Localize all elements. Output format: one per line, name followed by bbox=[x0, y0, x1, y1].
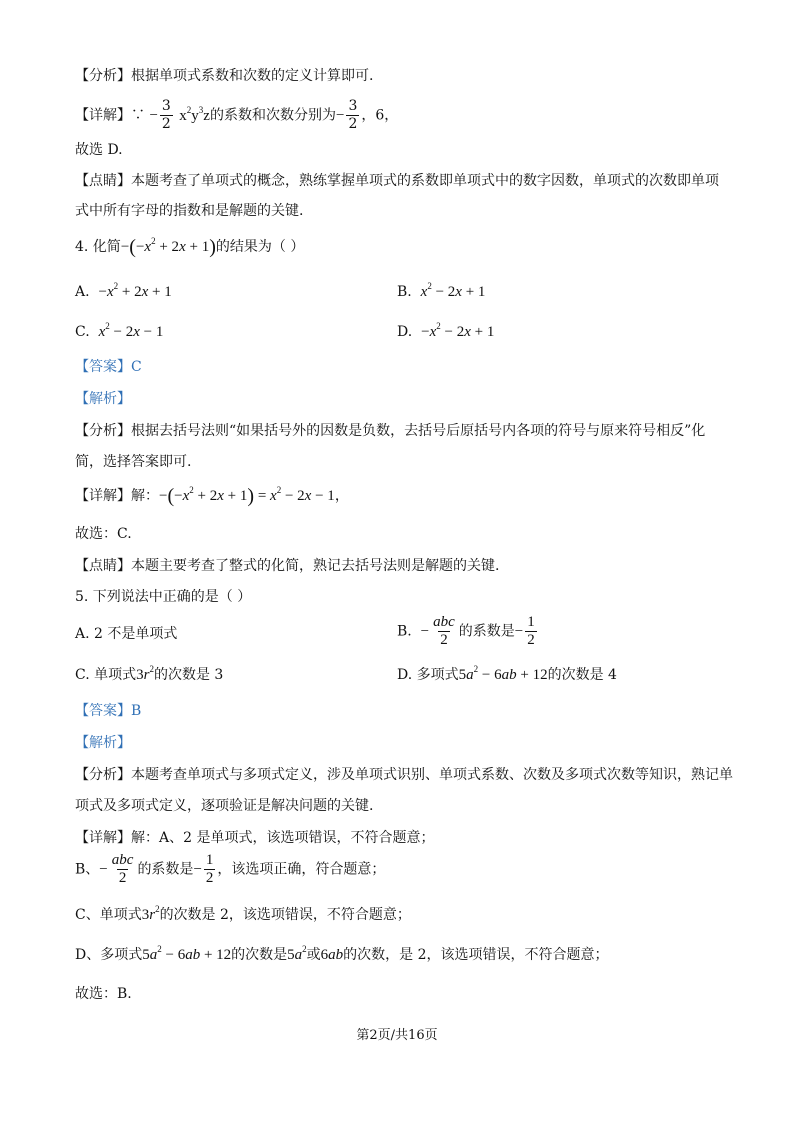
q4-detail: 【详解】解：$-(-x^2 + 2x + 1) = x^2 - 2x - 1$， bbox=[75, 485, 349, 507]
q3-choose: 故选 D. bbox=[75, 142, 123, 158]
q5-choose: 故选：B. bbox=[75, 986, 132, 1002]
page-number: 第2页/共16页 bbox=[356, 1028, 438, 1043]
q3-analysis: 【分析】根据单项式系数和次数的定义计算即可. bbox=[75, 68, 374, 84]
q5-option-c: C. 单项式$3r^2$的次数是 3 bbox=[75, 664, 224, 683]
q4-analysis-line1: 【分析】根据去括号法则“如果括号外的因数是负数，去括号后原括号内各项的符号与原来符号相反”化 bbox=[75, 423, 706, 439]
q3-remark-line1: 【点睛】本题考查了单项式的概念，熟练掌握单项式的系数即单项式中的数字因数，单项式的次数即单项 bbox=[75, 173, 719, 189]
q4-stem: 4. 化简$-(-x^2 + 2x + 1)$的结果为（ ） bbox=[75, 236, 305, 258]
monomial: $x^2y^3z$ bbox=[179, 104, 210, 124]
q4-option-a: A. $-x^2 + 2x + 1$ bbox=[75, 281, 172, 300]
q4-option-b: B. $x^2 - 2x + 1$ bbox=[397, 281, 486, 300]
q4-jiexi: 【解析】 bbox=[75, 391, 131, 407]
q5-detail-c: C、单项式$3r^2$的次数是 2，该选项错误，不符合题意； bbox=[75, 904, 411, 923]
q4-option-c: C. $x^2 - 2x - 1$ bbox=[75, 321, 164, 340]
q5-analysis-line1: 【分析】本题考查单项式与多项式定义，涉及单项式识别、单项式系数、次数及多项式次数等知识，熟记单 bbox=[75, 767, 733, 783]
q5-option-a: A. 2 不是单项式 bbox=[75, 626, 178, 642]
expression: $-(-x^2 + 2x + 1)$ bbox=[120, 236, 216, 258]
q5-analysis-line2: 项式及多项式定义，逐项验证是解决问题的关键. bbox=[75, 798, 374, 814]
q5-answer: 【答案】B bbox=[75, 703, 142, 719]
q4-answer: 【答案】C bbox=[75, 359, 142, 375]
q5-detail-a: 【详解】解：A、2 是单项式，该选项错误，不符合题意； bbox=[75, 830, 435, 846]
q4-option-d: D. $-x^2 - 2x + 1$ bbox=[397, 321, 495, 340]
fraction: $\frac{3}{2}$ bbox=[348, 98, 358, 132]
q3-remark-line2: 式中所有字母的指数和是解题的关键. bbox=[75, 203, 304, 219]
q5-detail-b: B、− $\frac{\text{abc}}{2}$ 的系数是− $\frac{1}{2}$ ，该选项正确，符合题意； bbox=[75, 852, 386, 886]
q4-remark: 【点睛】本题主要考查了整式的化简，熟记去括号法则是解题的关键. bbox=[75, 558, 500, 574]
q4-analysis-line2: 简，选择答案即可. bbox=[75, 454, 192, 470]
q3-detail: 【详解】∵ − $\frac{3}{2}$ $x^2y^3z$的系数和次数分别为− $\frac{3}{2}$ ，6， bbox=[75, 98, 399, 132]
q5-detail-d: D、多项式$5a^2 - 6ab + 12$的次数是$5a^2$或6ab的次数，是 2，该选项错误，不符合题意； bbox=[75, 944, 609, 963]
q5-option-b: B. − $\frac{\text{abc}}{2}$ 的系数是− $\frac{1}{2}$ bbox=[397, 614, 535, 648]
q5-option-d: D. 多项式$5a^2 - 6ab + 12$的次数是 4 bbox=[397, 664, 617, 683]
fraction: $\frac{3}{2}$ bbox=[161, 98, 171, 132]
q5-jiexi: 【解析】 bbox=[75, 735, 131, 751]
q5-stem: 5. 下列说法中正确的是（ ） bbox=[75, 589, 252, 605]
q4-choose: 故选：C. bbox=[75, 526, 132, 542]
